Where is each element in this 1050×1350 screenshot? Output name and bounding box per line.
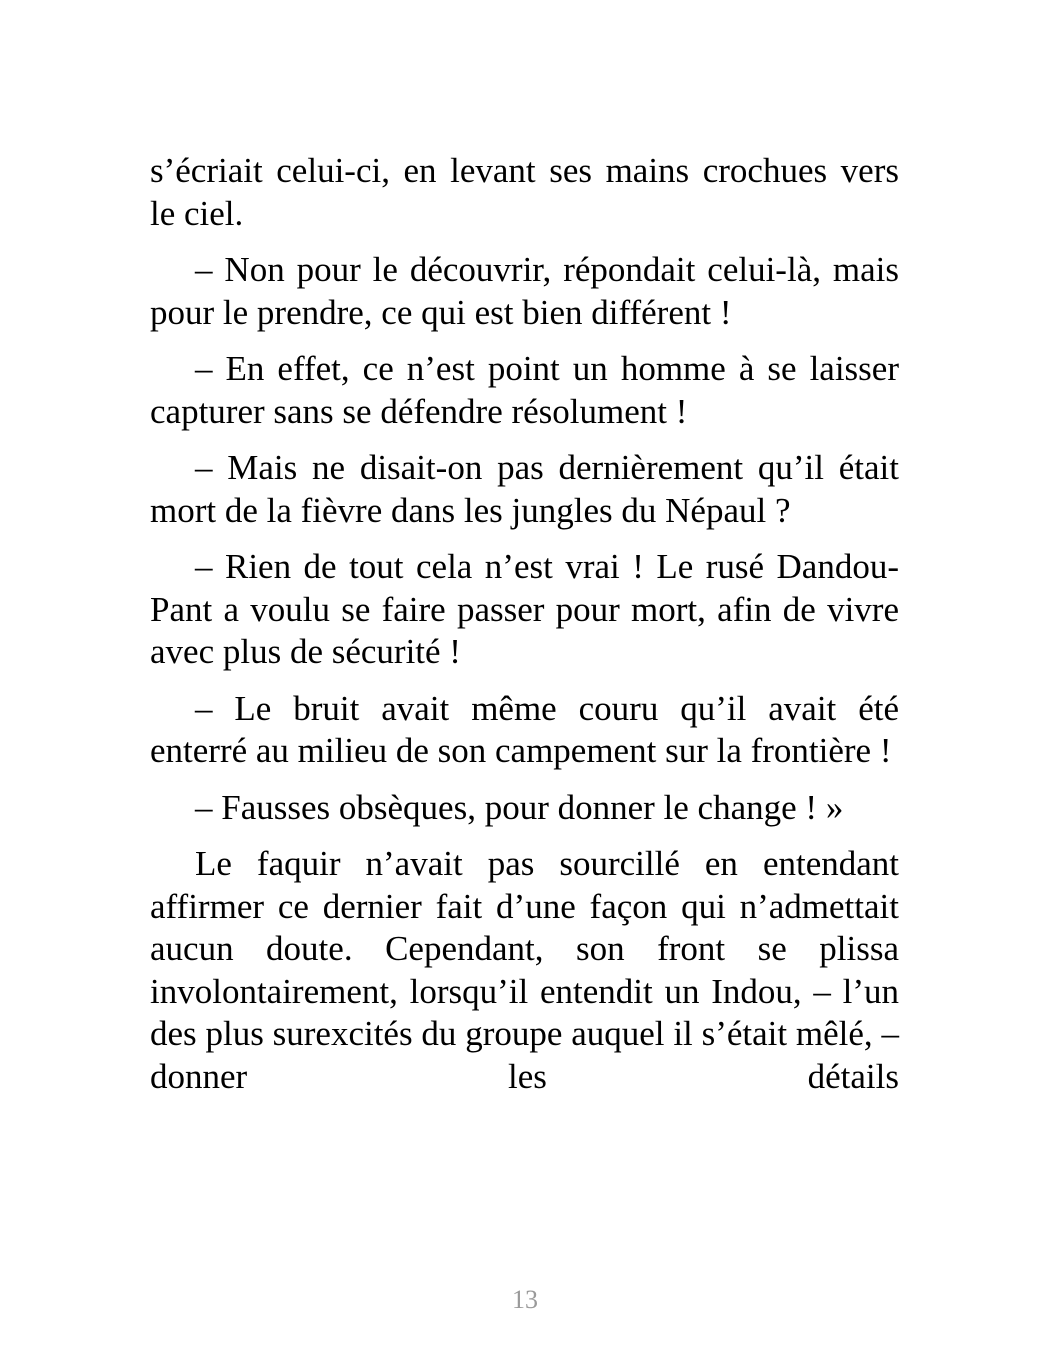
narrative-paragraph: Le faquir n’avait pas sourcillé en entendant affirmer ce dernier fait d’une façon qui n’admettait aucun doute. Cependant, son front se plissa involontairement, lorsqu’il entendit un Indou, – l’un des plus surexcités du groupe auquel il s’était mêlé, – donner les détails bbox=[150, 844, 899, 1096]
paragraph-continuation: s’écriait celui-ci, en levant ses mains crochues vers le ciel. bbox=[150, 151, 899, 233]
dialogue-paragraph: – Le bruit avait même couru qu’il avait été enterré au milieu de son campement sur la frontière ! bbox=[150, 688, 899, 770]
dialogue-paragraph: – Fausses obsèques, pour donner le change ! » bbox=[195, 787, 844, 827]
body-text bbox=[150, 150, 899, 1112]
dialogue-paragraph: – Rien de tout cela n’est vrai ! Le rusé Dandou-Pant a voulu se faire passer pour mort, afin de vivre avec plus de sécurité ! bbox=[150, 547, 899, 671]
dialogue-paragraph: – Mais ne disait-on pas dernièrement qu’il était mort de la fièvre dans les jungles du Népaul ? bbox=[150, 448, 899, 530]
dialogue-paragraph: – En effet, ce n’est point un homme à se laisser capturer sans se défendre résolument ! bbox=[150, 349, 899, 431]
page-number: 13 bbox=[512, 1285, 538, 1314]
dialogue-paragraph: – Non pour le découvrir, répondait celui-là, mais pour le prendre, ce qui est bien différent ! bbox=[150, 250, 899, 332]
